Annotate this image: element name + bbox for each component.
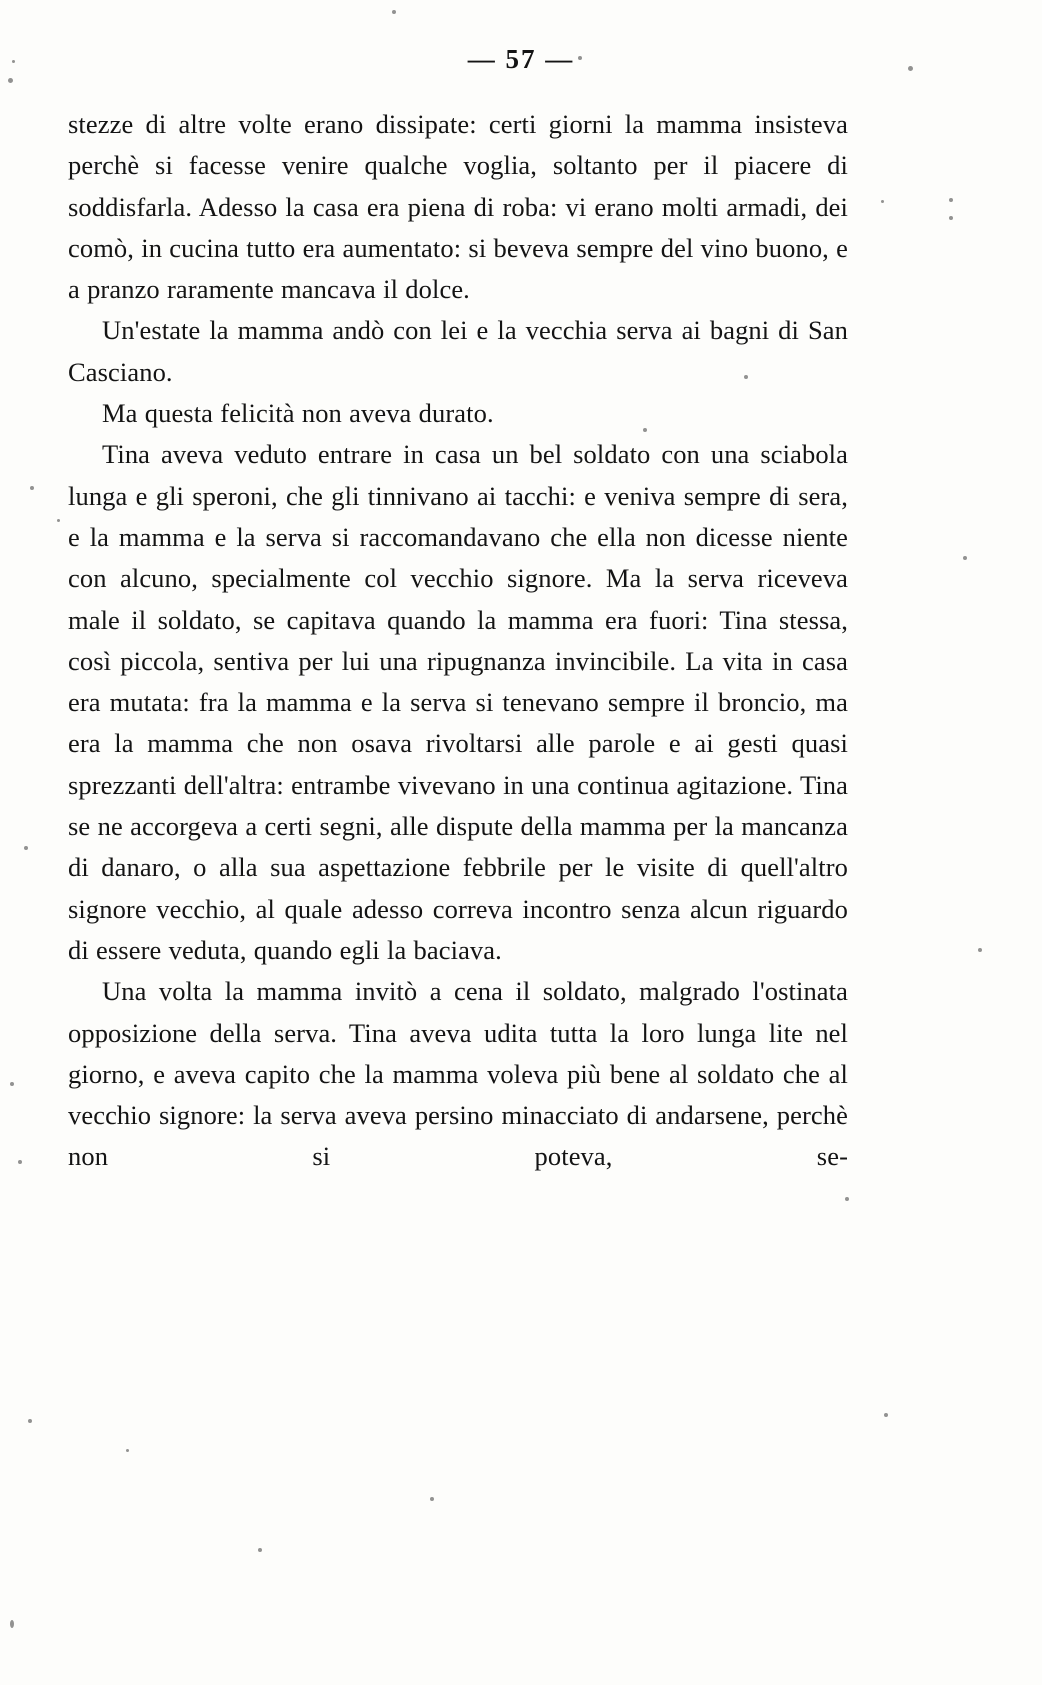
scan-speck — [949, 198, 953, 202]
scan-speck — [10, 1082, 14, 1086]
scan-speck — [392, 10, 396, 14]
scan-speck — [10, 1620, 14, 1628]
scan-speck — [24, 846, 28, 850]
scan-speck — [845, 1197, 849, 1201]
paragraph: Ma questa felicità non aveva durato. — [102, 398, 494, 429]
page-body — [68, 104, 848, 1178]
scan-speck — [963, 556, 967, 560]
page-number: — 57 — — [467, 44, 575, 74]
scan-speck — [949, 216, 953, 220]
paragraph: Tina aveva veduto entrare in casa un bel soldato con una sciabola lunga e gli speroni, che gli tinnivano ai tacchi: e veniva sempre di sera, e la mamma e la serva si raccomandavano che ella non dicesse niente con alcuno, specialmente col vecchio signore. Ma la serva riceveva male il soldato, se capitava quando la mamma era fuori: Tina stessa, così piccola, sentiva per lui una ripugnanza invincibile. La vita in casa era mutata: fra la mamma e la serva si tenevano sempre il broncio, ma era la mamma che non osava rivoltarsi alle parole e ai gesti quasi sprezzanti dell'altra: entrambe vivevano in una continua agitazione. Tina se ne accorgeva a certi segni, alle dispute della mamma per la mancanza di danaro, o alla sua aspettazione febbrile per le visite di quell'altro signore vecchio, al quale adesso correva incontro senza alcun riguardo di essere veduta, quando egli la baciava. — [68, 439, 848, 965]
scan-speck — [30, 486, 34, 490]
scan-speck — [258, 1548, 262, 1552]
scan-speck — [126, 1449, 129, 1452]
paragraph: Un'estate la mamma andò con lei e la vecchia serva ai bagni di San Casciano. — [68, 315, 848, 387]
scan-speck — [881, 200, 884, 203]
scan-speck — [430, 1497, 434, 1501]
paragraph: Una volta la mamma invitò a cena il soldato, malgrado l'ostinata opposizione della serva. Tina aveva udita tutta la loro lunga lite nel giorno, e aveva capito che la mamma voleva più bene al soldato che al vecchio signore: la serva aveva persino minacciato di andarsene, perchè non si poteva, se- — [68, 976, 848, 1172]
paragraph: stezze di altre volte erano dissipate: certi giorni la mamma insisteva perchè si facesse venire qualche voglia, soltanto per il piacere di soddisfarla. Adesso la casa era piena di roba: vi erano molti armadi, dei comò, in cucina tutto era aumentato: si beveva sempre del vino buono, e a pranzo raramente mancava il dolce. — [68, 109, 848, 305]
scan-speck — [18, 1160, 22, 1164]
scan-speck — [8, 78, 13, 83]
scan-speck — [57, 519, 60, 522]
scan-speck — [884, 1413, 888, 1417]
scan-speck — [978, 948, 982, 952]
scan-speck — [28, 1419, 32, 1423]
